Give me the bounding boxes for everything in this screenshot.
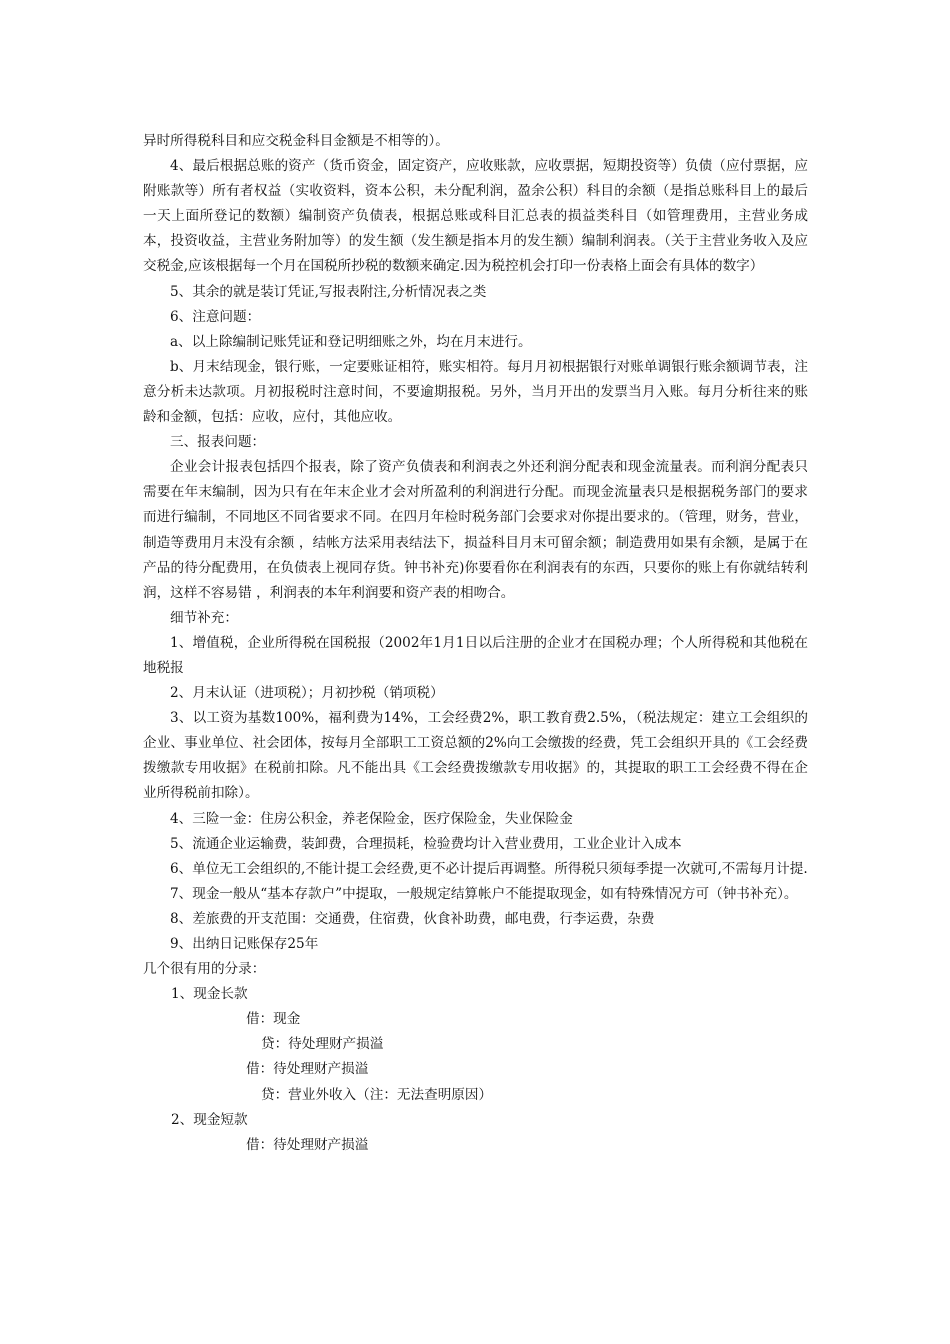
- paragraph: 5、流通企业运输费，装卸费，合理损耗，检验费均计入营业费用，工业企业计入成本: [170, 835, 682, 852]
- paragraph: 4、最后根据总账的资产（货币资金，固定资产，应收账款，应收票据，短期投资等）负债（应付票据，应附账款等）所有者权益（实收资料，资本公积，未分配利润，盈余公积）科目的余额（是指总账科目上的最后一天上面所登记的数额）编制资产负债表，根据总账或科目汇总表的损益类科目（如管理费用，主营业务成本，投资收益，主营业务附加等）的发生额（发生额是指本月的发生额）编制利润表。（关于主营业务收入及应交税金,应该根据每一个月在国税所抄税的数额来确定.因为税控机会打印一份表格上面会有具体的数字）: [143, 158, 808, 275]
- paragraph: 细节补充：: [170, 609, 238, 626]
- paragraph: 异时所得税科目和应交税金科目金额是不相等的）。: [143, 133, 449, 149]
- paragraph: 1、增值税，企业所得税在国税报（2002年1月1日以后注册的企业才在国税办理；个人所得税和其他税在地税报: [143, 634, 808, 676]
- paragraph: 3、以工资为基数100%，福利费为14%，工会经费2%，职工教育费2.5%，（税法规定：建立工会组织的企业、事业单位、社会团体，按每月全部职工工资总额的2%向工会缴拨的经费，凭工会组织开具的《工会经费拨缴款专用收据》在税前扣除。凡不能出具《工会经费拨缴款专用收据》的，其提取的职工工会经费不得在企业所得税前扣除）。: [143, 710, 808, 802]
- paragraph: 6、单位无工会组织的,不能计提工会经费,更不必计提后再调整。所得税只须每季提一次就可,不需每月计提.: [170, 860, 808, 877]
- paragraph: 7、现金一般从“基本存款户”中提取，一般规定结算帐户不能提取现金，如有特殊情况方可（钟书补充）。: [170, 885, 798, 902]
- paragraph: a、以上除编制记账凭证和登记明细账之外，均在月末进行。: [170, 333, 532, 350]
- paragraph: 5、其余的就是装订凭证,写报表附注,分析情况表之类: [170, 283, 487, 300]
- paragraph: 贷：营业外收入（注：无法查明原因）: [261, 1086, 493, 1103]
- paragraph: 8、差旅费的开支范围：交通费，住宿费，伙食补助费，邮电费，行李运费，杂费: [170, 910, 655, 927]
- paragraph: 贷：待处理财产损溢: [261, 1036, 384, 1053]
- document-body: [143, 129, 808, 1158]
- paragraph: 2、月末认证（进项税）；月初抄税（销项税）: [170, 685, 444, 702]
- paragraph: 借：待处理财产损溢: [246, 1061, 369, 1078]
- paragraph: 几个很有用的分录：: [143, 961, 266, 978]
- paragraph: 1、现金长款: [171, 986, 248, 1003]
- paragraph: 借：现金: [246, 1011, 301, 1028]
- paragraph: 4、三险一金：住房公积金，养老保险金，医疗保险金，失业保险金: [170, 810, 573, 827]
- paragraph: 6、注意问题：: [170, 308, 261, 325]
- paragraph: 9、出纳日记账保存25年: [170, 936, 319, 952]
- paragraph: 企业会计报表包括四个报表，除了资产负债表和利润表之外还利润分配表和现金流量表。而利润分配表只需要在年末编制，因为只有在年末企业才会对所盈利的利润进行分配。而现金流量表只是根据税务部门的要求而进行编制，不同地区不同省要求不同。在四月年检时税务部门会要求对你提出要求的。（管理，财务，营业，制造等费用月末没有余额 ，结帐方法采用表结法下，损益科目月末可留余额；制造费用如果有余额，是属于在产品的待分配费用，在负债表上视同存货。钟书补充)你要看你在利润表有的东西，只要你的账上有你就结转利润，这样不容易错 ，利润表的本年利润要和资产表的相吻合。: [143, 459, 808, 601]
- paragraph: b、月末结现金，银行账，一定要账证相符，账实相符。每月月初根据银行对账单调银行账余额调节表，注意分析未达款项。月初报税时注意时间，不要逾期报税。另外，当月开出的发票当月入账。每月分析往来的账龄和金额，包括：应收，应付，其他应收。: [143, 358, 808, 426]
- paragraph: 借：待处理财产损溢: [246, 1136, 369, 1153]
- paragraph: 2、现金短款: [171, 1111, 248, 1128]
- paragraph: 三、报表问题：: [170, 434, 266, 451]
